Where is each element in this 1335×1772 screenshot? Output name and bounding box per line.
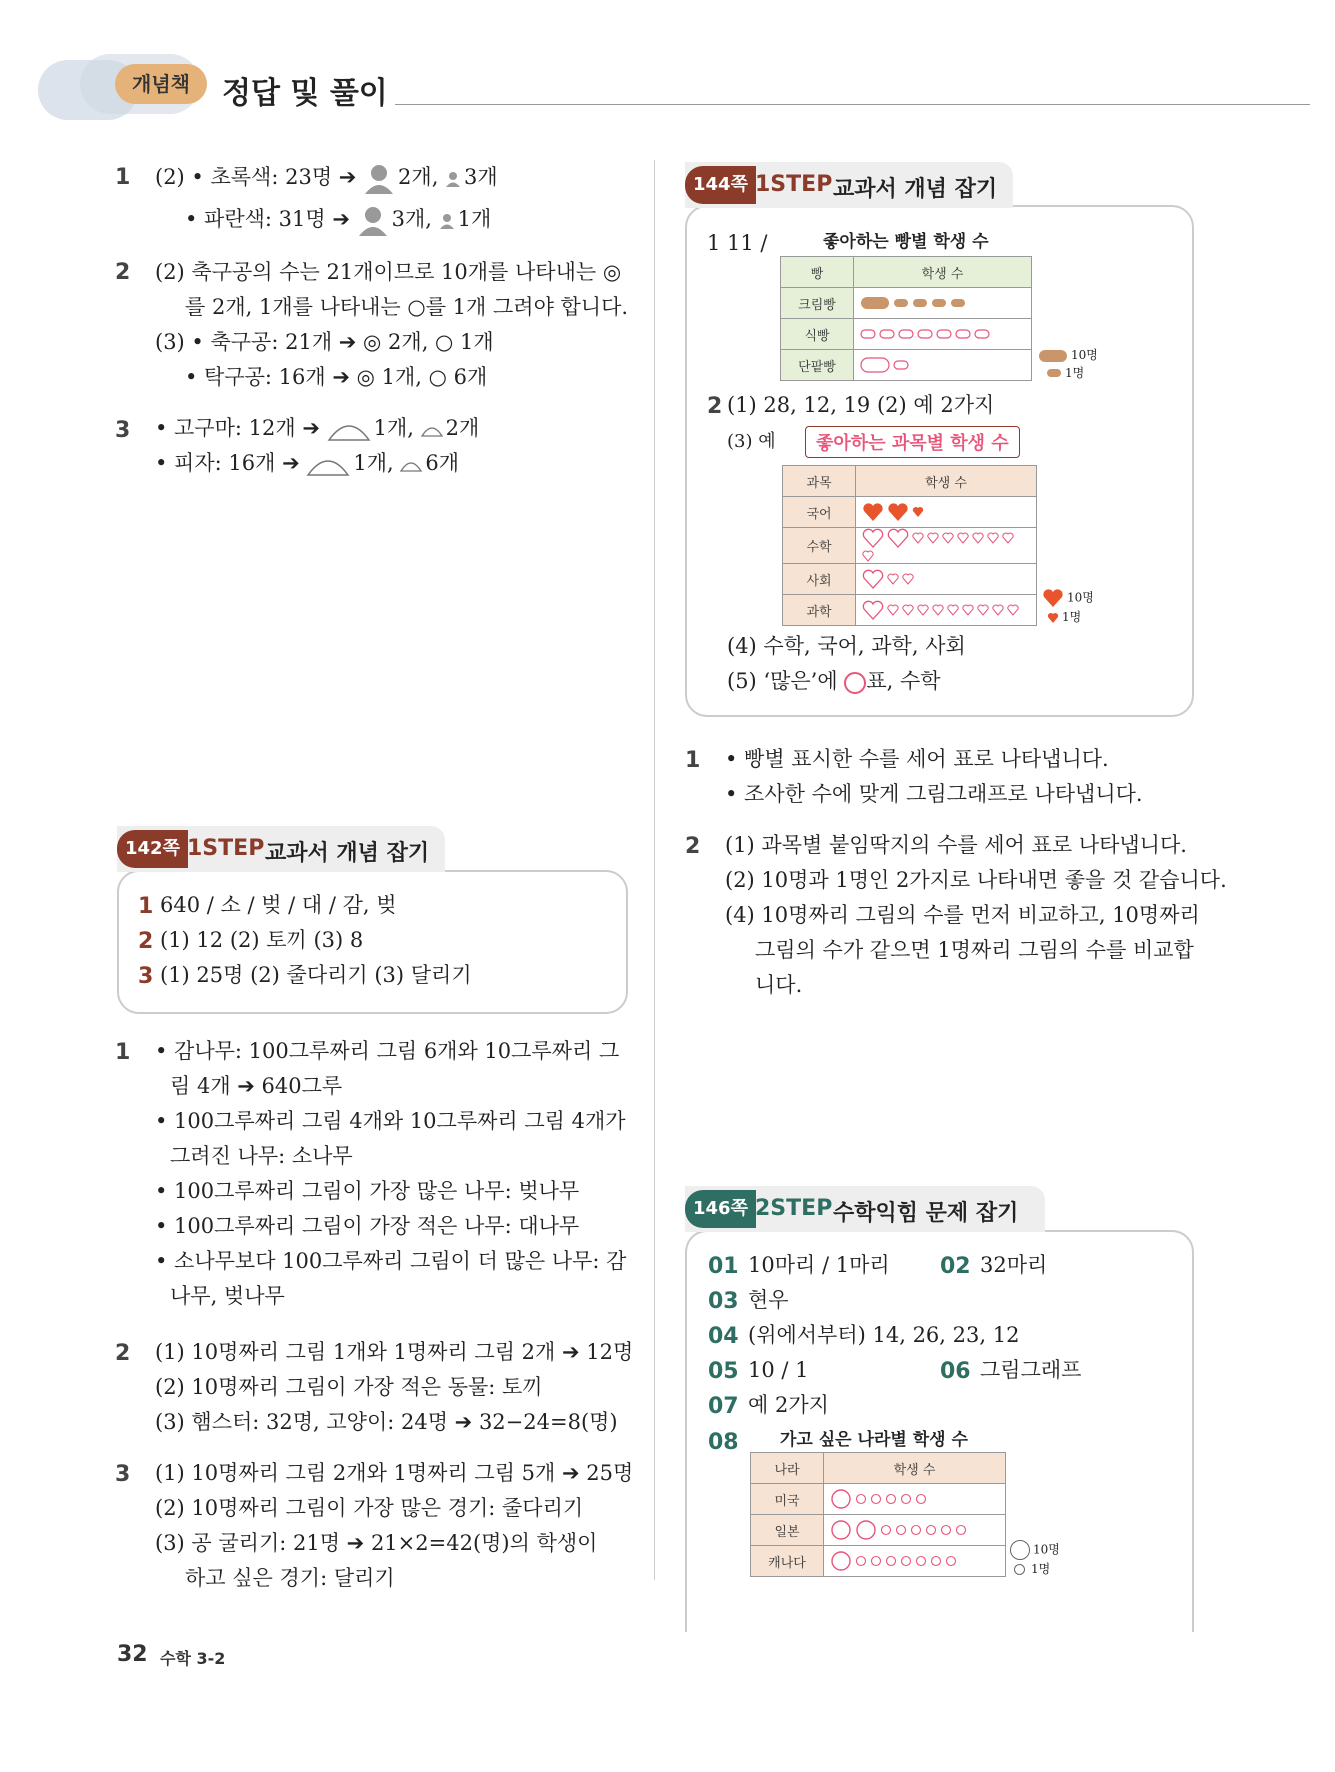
answer-text: (위에서부터) 14, 26, 23, 12 bbox=[748, 1323, 1020, 1347]
country-table-title: 가고 싶은 나라별 학생 수 bbox=[780, 1430, 968, 1450]
section-step: 1STEP bbox=[755, 172, 833, 197]
ten-heartfill-icon bbox=[862, 502, 884, 522]
row-icons bbox=[854, 350, 1032, 381]
row-label: 미국 bbox=[751, 1484, 824, 1515]
col-header: 학생 수 bbox=[824, 1453, 1006, 1484]
ten-heartline-icon bbox=[887, 528, 909, 548]
country-legend: 10명 1명 bbox=[1010, 1540, 1060, 1577]
section-page-label: 142쪽 bbox=[117, 830, 188, 868]
expl-line: • 빵별 표시한 수를 세어 표로 나타냅니다. bbox=[725, 747, 1109, 771]
expl-line: (3) 햄스터: 32명, 고양이: 24명 ➔ 32−24=8(명) bbox=[155, 1410, 618, 1434]
one-heartline-icon bbox=[932, 604, 944, 616]
row-label: 사회 bbox=[783, 564, 856, 595]
one-circle-icon bbox=[885, 1555, 897, 1567]
page-number: 32 bbox=[117, 1642, 148, 1667]
col-header: 학생 수 bbox=[854, 257, 1032, 288]
subject-table-title: 좋아하는 과목별 학생 수 bbox=[805, 426, 1020, 458]
row-label: 과학 bbox=[783, 595, 856, 626]
one-circle-icon bbox=[940, 1524, 952, 1536]
answer-text: 그림그래프 bbox=[980, 1358, 1082, 1382]
answer-text: 32마리 bbox=[980, 1253, 1048, 1277]
one-circle-icon bbox=[895, 1524, 907, 1536]
expl-number: 2 bbox=[685, 834, 701, 859]
one-heartline-icon bbox=[987, 532, 999, 544]
section-title: 수학익힘 문제 잡기 bbox=[833, 1201, 1019, 1226]
one-heartline-icon bbox=[962, 604, 974, 616]
row-icons bbox=[824, 1515, 1006, 1546]
person-10-icon bbox=[357, 206, 389, 236]
answer-number: 08 bbox=[708, 1430, 739, 1455]
one-circle-icon bbox=[870, 1493, 882, 1505]
expl-line: 림 4개 ➔ 640그루 bbox=[170, 1074, 343, 1098]
country-pictograph bbox=[750, 1452, 1006, 1577]
one-circle-icon bbox=[870, 1555, 882, 1567]
section-step: 1STEP bbox=[187, 836, 265, 861]
one-breadpink-icon bbox=[898, 329, 914, 339]
section-142-tab bbox=[117, 826, 445, 872]
one-circle-icon bbox=[910, 1524, 922, 1536]
one-breadpink-icon bbox=[936, 329, 952, 339]
answer-text: 10 / 1 bbox=[748, 1358, 809, 1382]
row-label: 수학 bbox=[783, 528, 856, 564]
section-title: 교과서 개념 잡기 bbox=[833, 177, 998, 202]
expl-number: 3 bbox=[115, 1462, 131, 1487]
pictograph-row bbox=[783, 595, 1037, 626]
one-circle-icon bbox=[900, 1555, 912, 1567]
answer-text: 현우 bbox=[748, 1288, 789, 1312]
bread-legend: 10명 1명 bbox=[1038, 346, 1098, 381]
row-icons bbox=[824, 1546, 1006, 1577]
row-label: 단팥빵 bbox=[781, 350, 854, 381]
expl-number: 1 bbox=[685, 748, 701, 773]
one-circle-icon bbox=[855, 1555, 867, 1567]
dome-1-icon bbox=[400, 458, 422, 472]
item-2-line-3: (3) • 축구공: 21개 ➔ ◎ 2개, ○ 1개 bbox=[155, 330, 494, 354]
item-2-line-4: • 탁구공: 16개 ➔ ◎ 1개, ○ 6개 bbox=[185, 365, 488, 389]
row-icons bbox=[856, 528, 1037, 564]
pictograph-row bbox=[751, 1484, 1006, 1515]
item-number: 2 bbox=[115, 260, 131, 285]
answer-text: 640 / 소 / 벚 / 대 / 감, 벚 bbox=[160, 893, 397, 917]
expl-line: (2) 10명과 1명인 2가지로 나타내면 좋을 것 같습니다. bbox=[725, 868, 1227, 892]
row-icons bbox=[856, 497, 1037, 528]
one-heartline-icon bbox=[1007, 604, 1019, 616]
one-heartline-icon bbox=[887, 604, 899, 616]
one-circle-icon bbox=[925, 1524, 937, 1536]
item-3-line-2: • 피자: 16개 ➔ 1개, 6개 bbox=[155, 451, 459, 475]
person-1-icon bbox=[445, 171, 461, 187]
one-heartline-icon bbox=[917, 604, 929, 616]
expl-line: (4) 10명짜리 그림의 수를 먼저 비교하고, 10명짜리 bbox=[725, 903, 1200, 927]
expl-line: 니다. bbox=[755, 973, 803, 997]
person-10-icon bbox=[363, 164, 395, 194]
expl-line: (2) 10명짜리 그림이 가장 적은 동물: 토끼 bbox=[155, 1375, 543, 1399]
expl-line: • 소나무보다 100그루짜리 그림이 더 많은 나무: 감 bbox=[155, 1249, 627, 1273]
person-1-icon bbox=[439, 213, 455, 229]
one-heartline-icon bbox=[1002, 532, 1014, 544]
one-heartline-icon bbox=[992, 604, 1004, 616]
col-header: 빵 bbox=[781, 257, 854, 288]
bread-table-title: 좋아하는 빵별 학생 수 bbox=[823, 232, 989, 252]
expl-line: • 100그루짜리 그림이 가장 적은 나무: 대나무 bbox=[155, 1214, 580, 1238]
row-label: 일본 bbox=[751, 1515, 824, 1546]
one-circle-icon bbox=[915, 1555, 927, 1567]
section-page-label: 146쪽 bbox=[685, 1190, 756, 1228]
answer-number: 06 bbox=[940, 1359, 971, 1384]
expl-line: 하고 싶은 경기: 달리기 bbox=[185, 1566, 395, 1590]
one-heartfill-icon bbox=[912, 506, 924, 518]
ten-circle-icon bbox=[830, 1519, 852, 1541]
section-title: 교과서 개념 잡기 bbox=[265, 841, 430, 866]
row-label: 크림빵 bbox=[781, 288, 854, 319]
expl-number: 1 bbox=[115, 1040, 131, 1065]
answer-number: 03 bbox=[708, 1289, 739, 1314]
dome-10-icon bbox=[327, 418, 371, 442]
expl-line: (1) 10명짜리 그림 2개와 1명짜리 그림 5개 ➔ 25명 bbox=[155, 1461, 634, 1485]
one-circle-icon bbox=[885, 1493, 897, 1505]
item-2-line-2: 를 2개, 1개를 나타내는 ○를 1개 그려야 합니다. bbox=[185, 295, 629, 319]
column-divider bbox=[654, 160, 655, 1580]
one-heartline-icon bbox=[902, 604, 914, 616]
answer-2-line: (1) 28, 12, 19 (2) 예 2가지 bbox=[727, 393, 995, 417]
answer-text: (1) 12 (2) 토끼 (3) 8 bbox=[160, 928, 364, 952]
section-146-tab bbox=[685, 1186, 1045, 1232]
one-circle-icon bbox=[915, 1493, 927, 1505]
row-icons bbox=[854, 319, 1032, 350]
row-icons bbox=[856, 595, 1037, 626]
section-page-label: 144쪽 bbox=[685, 166, 756, 204]
expl-line: (1) 과목별 붙임딱지의 수를 세어 표로 나타냅니다. bbox=[725, 833, 1187, 857]
one-circle-icon bbox=[855, 1493, 867, 1505]
col-header: 과목 bbox=[783, 466, 856, 497]
answer-number: 1 bbox=[138, 894, 154, 919]
expl-number: 2 bbox=[115, 1341, 131, 1366]
answer-number: 04 bbox=[708, 1324, 739, 1349]
answer-2-3-label: (3) 예 bbox=[727, 431, 776, 452]
pictograph-row bbox=[781, 350, 1032, 381]
pictograph-row bbox=[751, 1546, 1006, 1577]
one-heartline-icon bbox=[887, 573, 899, 585]
one-heartline-icon bbox=[947, 604, 959, 616]
one-bread-icon bbox=[912, 298, 928, 308]
pictograph-row bbox=[783, 528, 1037, 564]
pictograph-row bbox=[783, 497, 1037, 528]
expl-line: 나무, 벚나무 bbox=[170, 1284, 285, 1308]
row-label: 국어 bbox=[783, 497, 856, 528]
expl-line: (2) 10명짜리 그림이 가장 많은 경기: 줄다리기 bbox=[155, 1496, 584, 1520]
ten-heartline-icon bbox=[862, 600, 884, 620]
row-icons bbox=[854, 288, 1032, 319]
item-1-line-2: • 파란색: 31명 ➔ 3개, 1개 bbox=[185, 204, 491, 236]
answer-number: 07 bbox=[708, 1394, 739, 1419]
heart-10-icon bbox=[1042, 588, 1064, 608]
item-1-line-1: (2) • 초록색: 23명 ➔ 2개, 3개 bbox=[155, 162, 498, 194]
ten-heartfill-icon bbox=[887, 502, 909, 522]
header-rule bbox=[395, 104, 1310, 105]
expl-line: 그려진 나무: 소나무 bbox=[170, 1144, 353, 1168]
one-circle-icon bbox=[945, 1555, 957, 1567]
answer-number: 2 bbox=[707, 394, 723, 419]
one-bread-icon bbox=[893, 298, 909, 308]
answer-number: 3 bbox=[138, 964, 154, 989]
one-heartline-icon bbox=[927, 532, 939, 544]
expl-line: • 100그루짜리 그림이 가장 많은 나무: 벚나무 bbox=[155, 1179, 580, 1203]
circle-10-icon bbox=[1010, 1540, 1030, 1560]
subject-pictograph bbox=[782, 465, 1037, 626]
one-breadpink-icon bbox=[917, 329, 933, 339]
header-badge: 개념책 bbox=[115, 64, 207, 104]
item-3-line-1: • 고구마: 12개 ➔ 1개, 2개 bbox=[155, 416, 480, 440]
ten-circle-icon bbox=[830, 1488, 852, 1510]
dome-1-icon bbox=[421, 423, 443, 437]
dome-10-icon bbox=[306, 453, 350, 477]
ten-breadpink-icon bbox=[860, 356, 890, 374]
section-step: 2STEP bbox=[755, 1196, 833, 1221]
expl-line: • 조사한 수에 맞게 그림그래프로 나타냅니다. bbox=[725, 782, 1143, 806]
answer-number: 05 bbox=[708, 1359, 739, 1384]
one-breadpink-icon bbox=[974, 329, 990, 339]
expl-line: 그림의 수가 같으면 1명짜리 그림의 수를 비교합 bbox=[755, 938, 1194, 962]
heart-1-icon bbox=[1047, 612, 1059, 624]
expl-line: (1) 10명짜리 그림 1개와 1명짜리 그림 2개 ➔ 12명 bbox=[155, 1340, 634, 1364]
one-breadpink-icon bbox=[893, 360, 909, 370]
answer-text: (1) 25명 (2) 줄다리기 (3) 달리기 bbox=[160, 963, 472, 987]
pictograph-row bbox=[781, 288, 1032, 319]
expl-line: • 100그루짜리 그림 4개와 10그루짜리 그림 4개가 bbox=[155, 1109, 626, 1133]
one-breadpink-icon bbox=[860, 329, 876, 339]
one-heartline-icon bbox=[972, 532, 984, 544]
answer-text: 예 2가지 bbox=[748, 1393, 829, 1417]
answer-2-5: (5) ‘많은’에 표, 수학 bbox=[727, 669, 941, 693]
one-breadpink-icon bbox=[879, 329, 895, 339]
ten-bread-icon bbox=[860, 295, 890, 311]
circle-1-icon bbox=[1014, 1564, 1025, 1575]
one-breadpink-icon bbox=[955, 329, 971, 339]
one-circle-icon bbox=[930, 1555, 942, 1567]
answer-number: 02 bbox=[940, 1254, 971, 1279]
one-heartline-icon bbox=[942, 532, 954, 544]
one-circle-icon bbox=[900, 1493, 912, 1505]
bread-10-icon bbox=[1038, 348, 1068, 364]
page-title: 정답 및 풀이 bbox=[222, 76, 388, 111]
pictograph-row bbox=[781, 319, 1032, 350]
col-header: 나라 bbox=[751, 1453, 824, 1484]
item-number: 3 bbox=[115, 418, 131, 443]
item-2-line-1: (2) 축구공의 수는 21개이므로 10개를 나타내는 ◎ bbox=[155, 260, 622, 284]
one-heartline-icon bbox=[957, 532, 969, 544]
col-header: 학생 수 bbox=[856, 466, 1037, 497]
bread-1-icon bbox=[1046, 368, 1062, 378]
one-bread-icon bbox=[931, 298, 947, 308]
row-icons bbox=[824, 1484, 1006, 1515]
ten-circle-icon bbox=[855, 1519, 877, 1541]
answer-number: 01 bbox=[708, 1254, 739, 1279]
ten-heartline-icon bbox=[862, 528, 884, 548]
one-heartline-icon bbox=[862, 550, 874, 562]
row-icons bbox=[856, 564, 1037, 595]
subject-legend: 10명 1명 bbox=[1042, 588, 1094, 625]
answer-text: 10마리 / 1마리 bbox=[748, 1253, 890, 1277]
row-label: 식빵 bbox=[781, 319, 854, 350]
item-number: 1 bbox=[115, 165, 131, 190]
circle-mark-icon bbox=[844, 672, 866, 694]
ten-heartline-icon bbox=[862, 569, 884, 589]
answer-1-prefix: 1 11 / bbox=[707, 231, 768, 255]
one-bread-icon bbox=[950, 298, 966, 308]
pictograph-row bbox=[751, 1515, 1006, 1546]
one-heartline-icon bbox=[902, 573, 914, 585]
expl-line: • 감나무: 100그루짜리 그림 6개와 10그루짜리 그 bbox=[155, 1039, 620, 1063]
one-circle-icon bbox=[880, 1524, 892, 1536]
answer-number: 2 bbox=[138, 929, 154, 954]
answer-2-4: (4) 수학, 국어, 과학, 사회 bbox=[727, 634, 966, 658]
ten-circle-icon bbox=[830, 1550, 852, 1572]
bread-pictograph bbox=[780, 256, 1032, 381]
book-name: 수학 3-2 bbox=[160, 1649, 226, 1668]
pictograph-row bbox=[783, 564, 1037, 595]
one-heartline-icon bbox=[977, 604, 989, 616]
one-circle-icon bbox=[955, 1524, 967, 1536]
expl-line: (3) 공 굴리기: 21명 ➔ 21×2=42(명)의 학생이 bbox=[155, 1531, 598, 1555]
one-heartline-icon bbox=[912, 532, 924, 544]
section-144-tab bbox=[685, 162, 1013, 208]
row-label: 캐나다 bbox=[751, 1546, 824, 1577]
